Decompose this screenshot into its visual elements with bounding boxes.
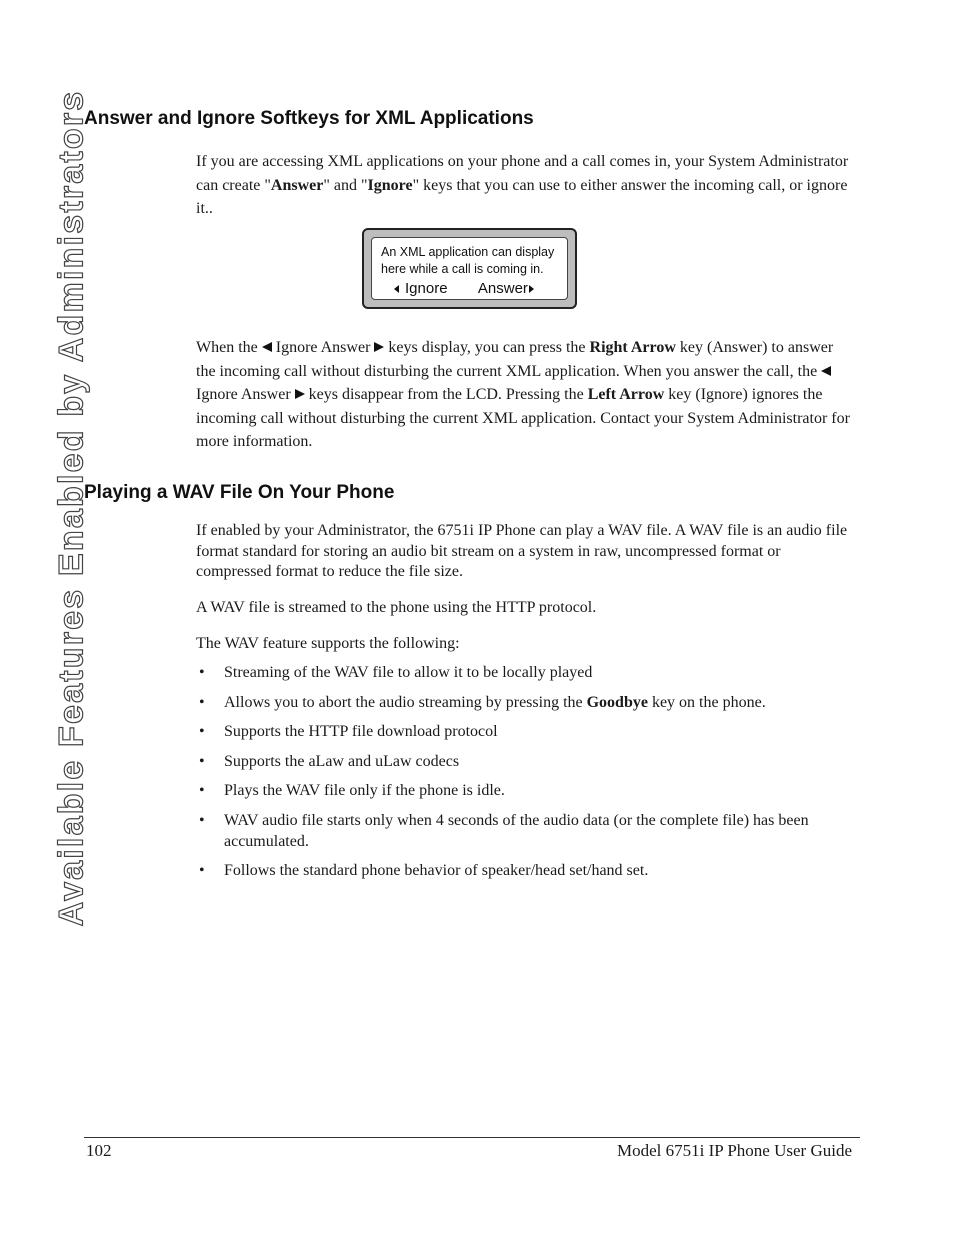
body-bold-left-arrow: Left Arrow <box>587 386 665 403</box>
body-text-1: When the <box>196 339 258 356</box>
body-bold-right-arrow: Right Arrow <box>589 339 676 356</box>
lcd-softkeys <box>394 280 534 297</box>
body-text-4: keys disappear from the LCD. Pressing the <box>308 386 584 403</box>
xml-softkeys-intro <box>196 150 856 221</box>
phone-lcd-illustration <box>362 228 577 309</box>
list-item: • Plays the WAV file only if the phone is idle. <box>196 780 856 801</box>
list-item: • Supports the HTTP file download protocol <box>196 721 856 742</box>
body-text-5: key (Ignore) ignores the incoming call without disturbing the current XML application. Contact your System Administrator for more information. <box>196 386 850 450</box>
footer-divider <box>84 1137 860 1138</box>
lcd-line-1: An XML application can display <box>381 245 555 259</box>
side-tab-title: Available Features Enabled by Administrators <box>52 89 91 927</box>
bullet-text: key on the phone. <box>651 693 766 711</box>
xml-softkeys-body <box>196 336 856 454</box>
left-arrow-icon <box>394 285 399 293</box>
intro-text-3: " keys that you can use to either answer the incoming call, or ignore it.. <box>196 176 848 217</box>
right-arrow-icon <box>374 342 384 352</box>
bullet-bold-goodbye: Goodbye <box>586 693 648 711</box>
softkey-ignore: Ignore <box>405 280 448 297</box>
wav-paragraph-2: A WAV file is streamed to the phone using the HTTP protocol. <box>196 599 597 616</box>
list-item: • Follows the standard phone behavior of speaker/head set/hand set. <box>196 860 856 881</box>
lcd-screen <box>371 237 568 300</box>
wav-paragraph-1: If enabled by your Administrator, the 6751i IP Phone can play a WAV file. A WAV file is an audio file format standard for storing an audio bit stream on a system in raw, uncompressed format or compressed format to reduce the file size. <box>196 522 848 580</box>
list-item <box>196 692 856 713</box>
body-text-2: keys display, you can press the <box>388 339 586 356</box>
wav-paragraph-3: The WAV feature supports the following: <box>196 635 460 652</box>
guide-title: Model 6751i IP Phone User Guide <box>617 1141 852 1160</box>
list-item: • Streaming of the WAV file to allow it to be locally played <box>196 662 856 683</box>
intro-text-1: If you are accessing XML applications on your phone and a call comes in, your System Administrator can create " <box>196 153 849 194</box>
body-keys-label-2: Ignore Answer <box>196 386 291 403</box>
list-item: • Supports the aLaw and uLaw codecs <box>196 751 856 772</box>
intro-bold-ignore: Ignore <box>367 176 413 194</box>
body-keys-label-1: Ignore Answer <box>275 339 371 356</box>
wav-feature-list <box>196 662 856 890</box>
left-arrow-icon <box>821 366 831 376</box>
right-arrow-icon <box>295 389 305 399</box>
bullet-text: Allows you to abort the audio streaming by pressing the <box>224 693 583 711</box>
left-arrow-icon <box>262 342 272 352</box>
body-text-3: key (Answer) to answer the incoming call without disturbing the current XML application. When you answer the call, the <box>196 339 834 380</box>
intro-text-2: " and " <box>323 176 368 194</box>
section-heading-wav: Playing a WAV File On Your Phone <box>84 482 395 503</box>
lcd-line-2: here while a call is coming in. <box>381 262 544 276</box>
page-number: 102 <box>86 1141 112 1160</box>
intro-bold-answer: Answer <box>270 176 324 194</box>
right-arrow-icon <box>529 285 534 293</box>
list-item: • WAV audio file starts only when 4 seconds of the audio data (or the complete file) has been accumulated. <box>196 810 856 852</box>
section-heading-xml-softkeys: Answer and Ignore Softkeys for XML Applications <box>84 108 534 129</box>
softkey-answer: Answer <box>477 280 528 297</box>
